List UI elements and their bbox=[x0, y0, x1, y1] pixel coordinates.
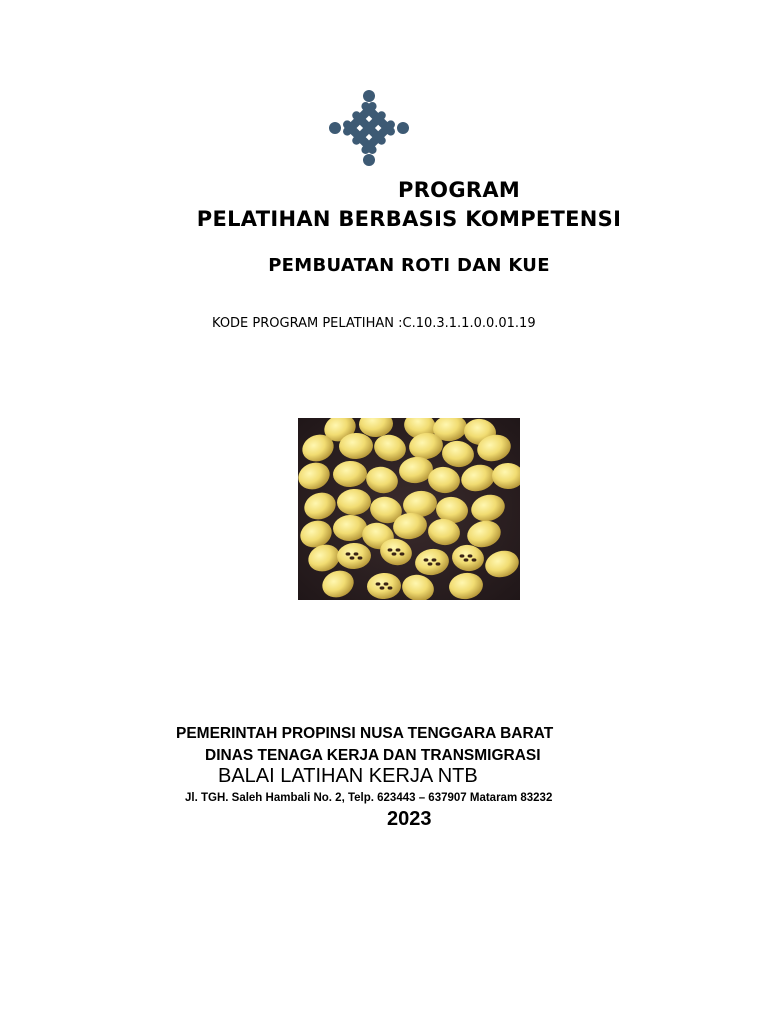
training-subject: PEMBUATAN ROTI DAN KUE bbox=[268, 255, 550, 276]
department-name: DINAS TENAGA KERJA DAN TRANSMIGRASI bbox=[205, 747, 541, 764]
institution-address: Jl. TGH. Saleh Hambali No. 2, Telp. 623443 – 637907 Mataram 83232 bbox=[185, 792, 553, 804]
training-title: PELATIHAN BERBASIS KOMPETENSI bbox=[196, 207, 622, 231]
program-code: KODE PROGRAM PELATIHAN :C.10.3.1.1.0.0.01.19 bbox=[212, 316, 536, 331]
document-year: 2023 bbox=[387, 808, 432, 830]
bread-rolls-photo bbox=[298, 418, 520, 600]
government-name: PEMERINTAH PROPINSI NUSA TENGGARA BARAT bbox=[176, 725, 554, 742]
logo-icon bbox=[329, 90, 409, 166]
program-heading: PROGRAM bbox=[398, 178, 521, 202]
institution-name: BALAI LATIHAN KERJA NTB bbox=[218, 765, 478, 787]
